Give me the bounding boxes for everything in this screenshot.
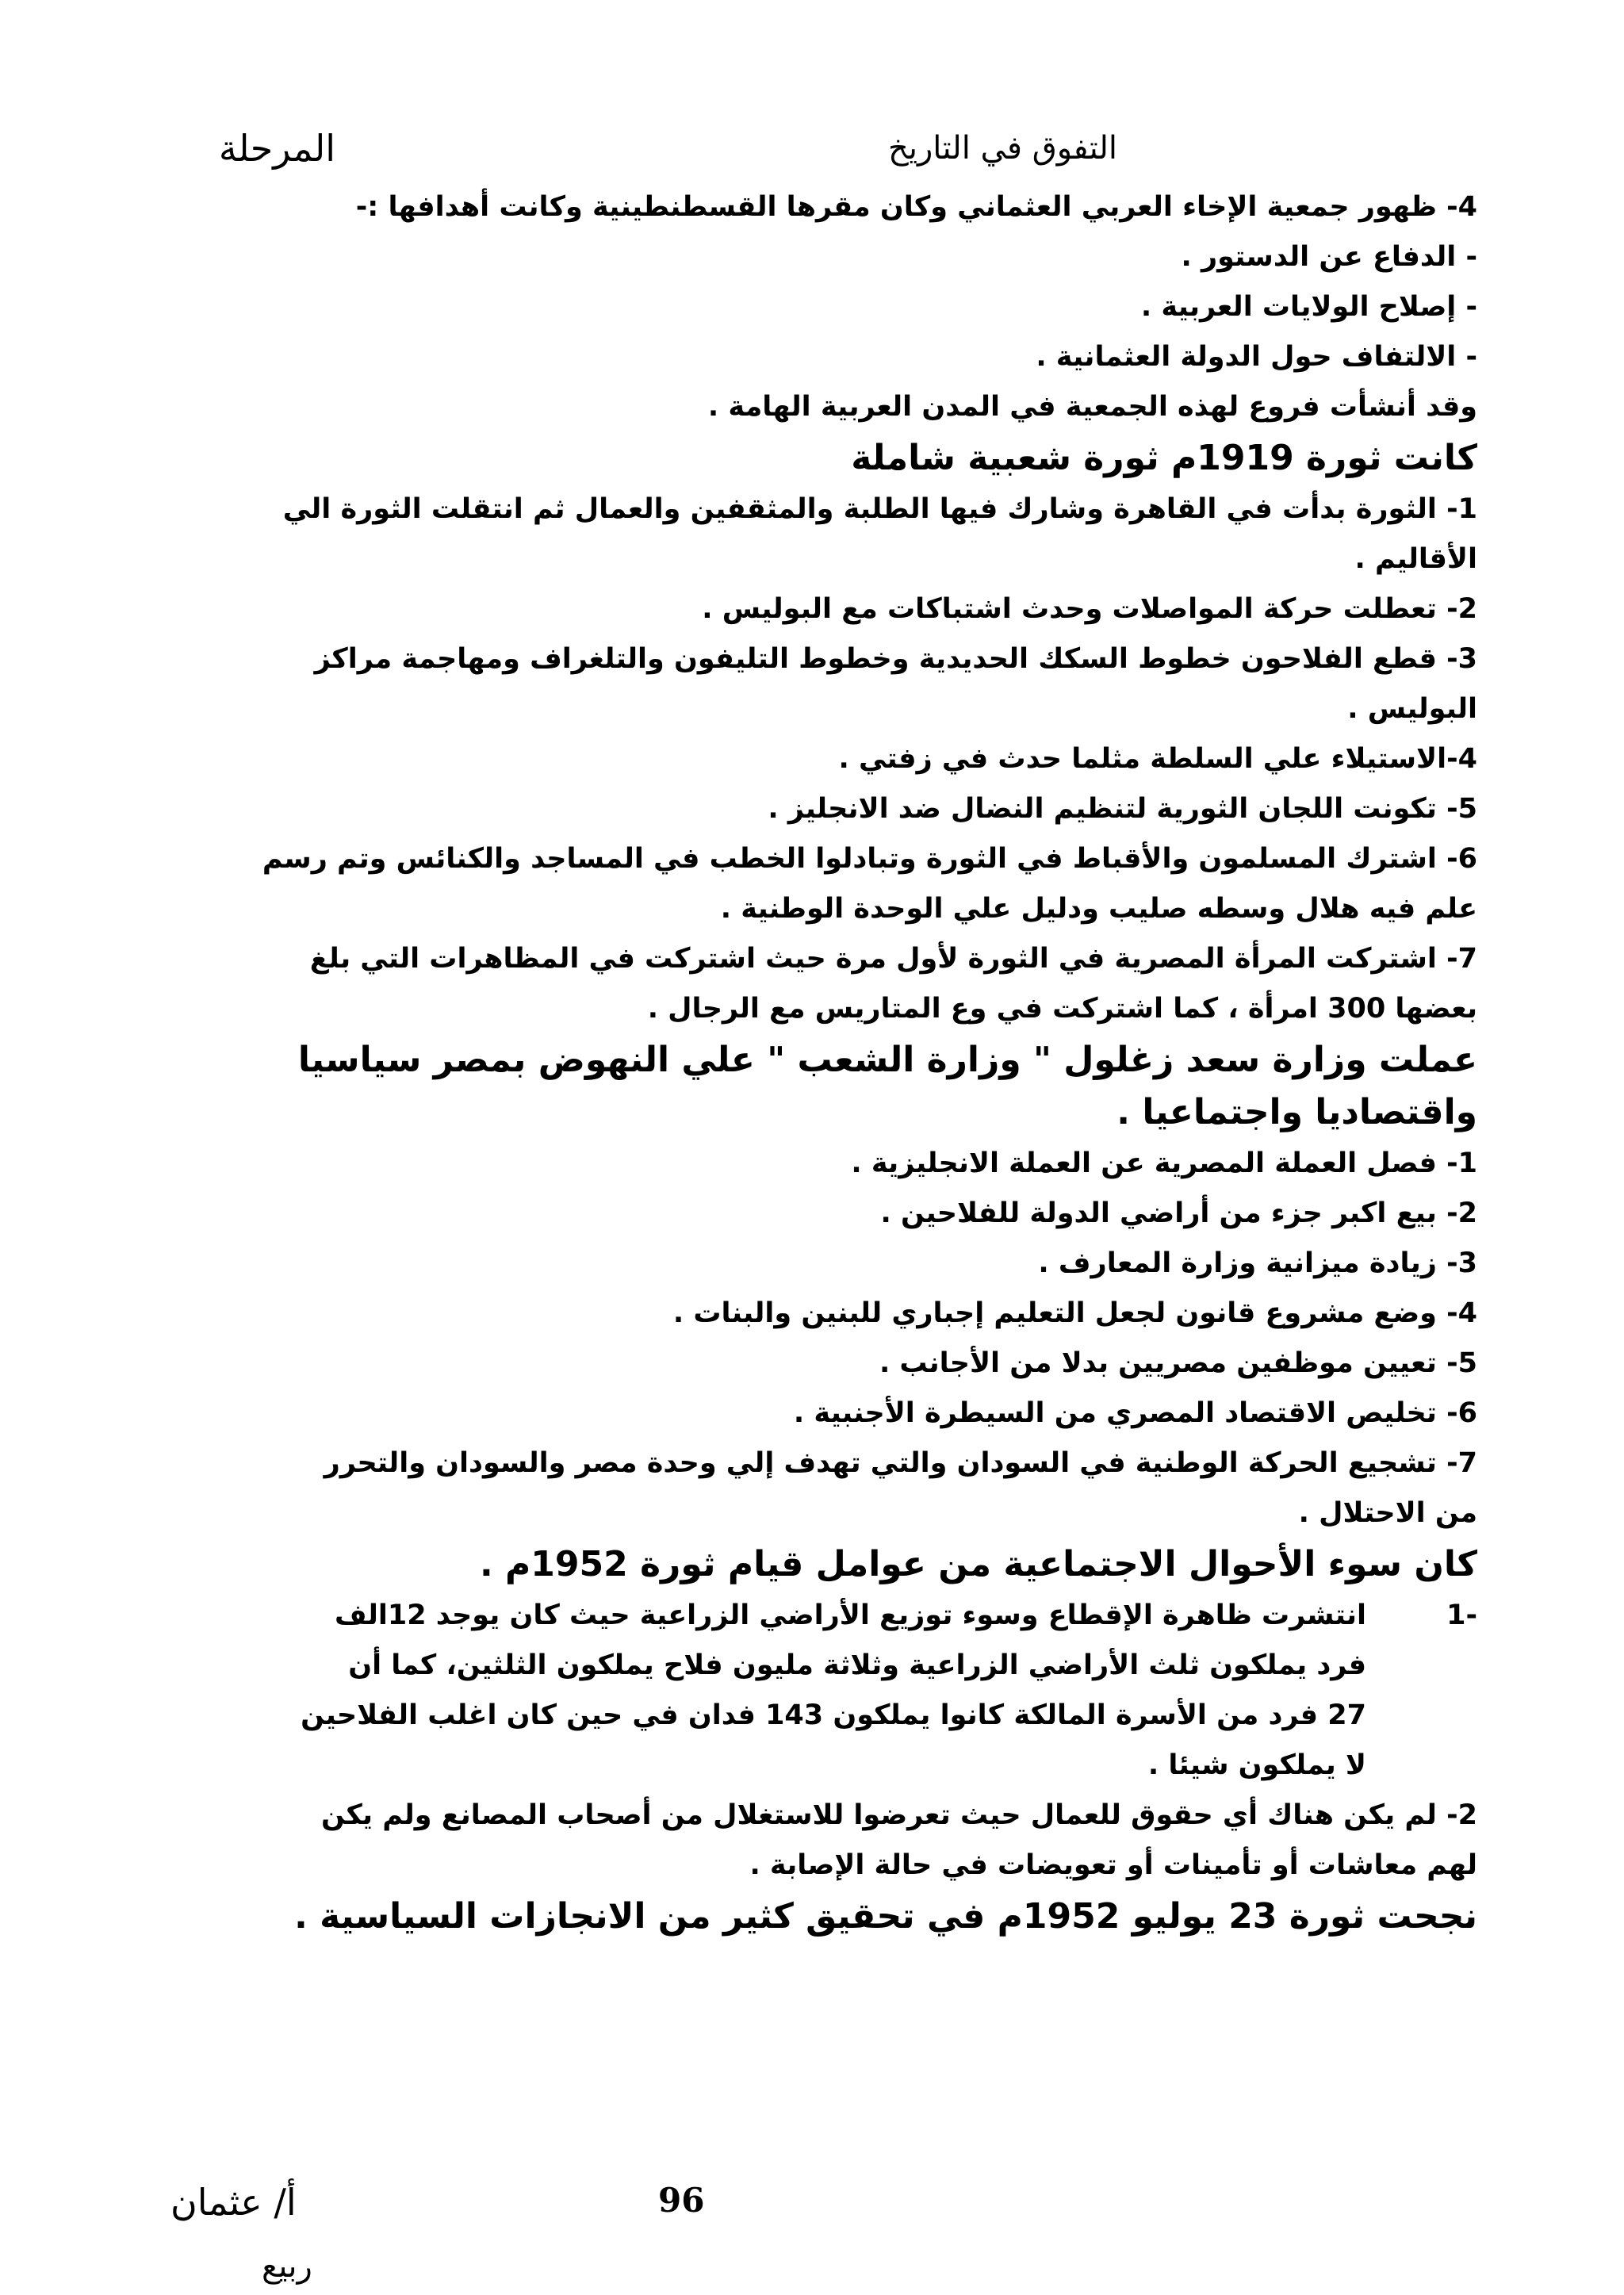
page-number: 96 [658,2181,705,2220]
item-text: لا يملكون شيئا . [1147,1749,1366,1781]
text-line: 3- قطع الفلاحون خطوط السكك الحديدية وخطوط التليفون والتلغراف ومهاجمة مراكز [314,643,1477,675]
section-heading: نجحت ثورة 23 يوليو 1952م في تحقيق كثير من الانجازات السياسية . [294,1896,1477,1937]
text-line: 7- تشجيع الحركة الوطنية في السودان والتي تهدف إلي وحدة مصر والسودان والتحرر [324,1447,1477,1479]
footer-author: أ/ عثمان [170,2181,297,2224]
text-line: لهم معاشات أو تأمينات أو تعويضات في حالة الإصابة . [749,1849,1477,1881]
stage-label: المرحلة [218,127,335,170]
numbered-item [129,1591,1477,1641]
book-title: التفوق في التاريخ [888,130,1118,167]
text-line: 5- تعيين موظفين مصريين بدلا من الأجانب . [879,1347,1477,1379]
text-line: - الالتفاف حول الدولة العثمانية . [1036,341,1477,373]
item-text: فرد يملكون ثلث الأراضي الزراعية وثلاثة مليون فلاح يملكون الثلثين، كما أن [348,1649,1366,1681]
text-line: - الدفاع عن الدستور . [1181,241,1477,273]
text-line [129,1641,1477,1691]
text-line: 2- تعطلت حركة المواصلات وحدث اشتباكات مع البوليس . [702,593,1477,625]
text-line: 6- اشترك المسلمون والأقباط في الثورة وتبادلوا الخطب في المساجد والكنائس وتم رسم [262,843,1477,875]
text-line: بعضها 300 امرأة ، كما اشتركت في وع المتاريس مع الرجال . [647,993,1477,1025]
page-header [0,127,1624,182]
item-text: انتشرت ظاهرة الإقطاع وسوء توزيع الأراضي الزراعية حيث كان يوجد 12الف [335,1600,1366,1631]
text-line: 1- فصل العملة المصرية عن العملة الانجليزية . [851,1148,1477,1179]
text-line: 4- وضع مشروع قانون لجعل التعليم إجباري للبنين والبنات . [672,1297,1477,1329]
page-body [129,182,1477,1943]
text-line: من الاحتلال . [1298,1497,1477,1529]
text-line: 4-الاستيلاء علي السلطة مثلما حدث في زفتي . [838,743,1477,775]
section-heading: واقتصاديا واجتماعيا . [1116,1092,1477,1132]
text-line: 1- الثورة بدأت في القاهرة وشارك فيها الطلبة والمثقفين والعمال ثم انتقلت الثورة الي [282,493,1477,525]
section-heading: كانت ثورة 1919م ثورة شعبية شاملة [851,438,1477,478]
text-line [129,1691,1477,1741]
text-line: وقد أنشأت فروع لهذه الجمعية في المدن العربية الهامة . [707,391,1477,423]
text-line: البوليس . [1347,693,1477,725]
text-line: 5- تكونت اللجان الثورية لتنظيم النضال ضد الانجليز . [768,793,1477,825]
text-line: - إصلاح الولايات العربية . [1140,291,1477,323]
text-line: 6- تخليص الاقتصاد المصري من السيطرة الأجنبية . [793,1397,1477,1429]
text-line: الأقاليم . [1354,543,1477,575]
section-heading: كان سوء الأحوال الاجتماعية من عوامل قيام ثورة 1952م . [480,1544,1477,1584]
item-number: -1 [1446,1600,1477,1631]
footer-author-line2: ربيع [262,2248,312,2285]
text-line: 3- زيادة ميزانية وزارة المعارف . [1038,1247,1477,1279]
text-line [129,1741,1477,1791]
text-line: 4- ظهور جمعية الإخاء العربي العثماني وكان مقرها القسطنطينية وكانت أهدافها :- [355,191,1477,223]
text-line: 2- بيع اكبر جزء من أراضي الدولة للفلاحين . [880,1197,1477,1229]
text-line: 2- لم يكن هناك أي حقوق للعمال حيث تعرضوا للاستغلال من أصحاب المصانع ولم يكن [321,1799,1477,1831]
text-line: علم فيه هلال وسطه صليب ودليل علي الوحدة الوطنية . [720,893,1477,925]
item-text: 27 فرد من الأسرة المالكة كانوا يملكون 143 فدان في حين كان اغلب الفلاحين [301,1699,1366,1731]
text-line: 7- اشتركت المرأة المصرية في الثورة لأول مرة حيث اشتركت في المظاهرات التي بلغ [309,943,1477,975]
section-heading: عملت وزارة سعد زغلول " وزارة الشعب " علي النهوض بمصر سياسيا [297,1040,1477,1080]
